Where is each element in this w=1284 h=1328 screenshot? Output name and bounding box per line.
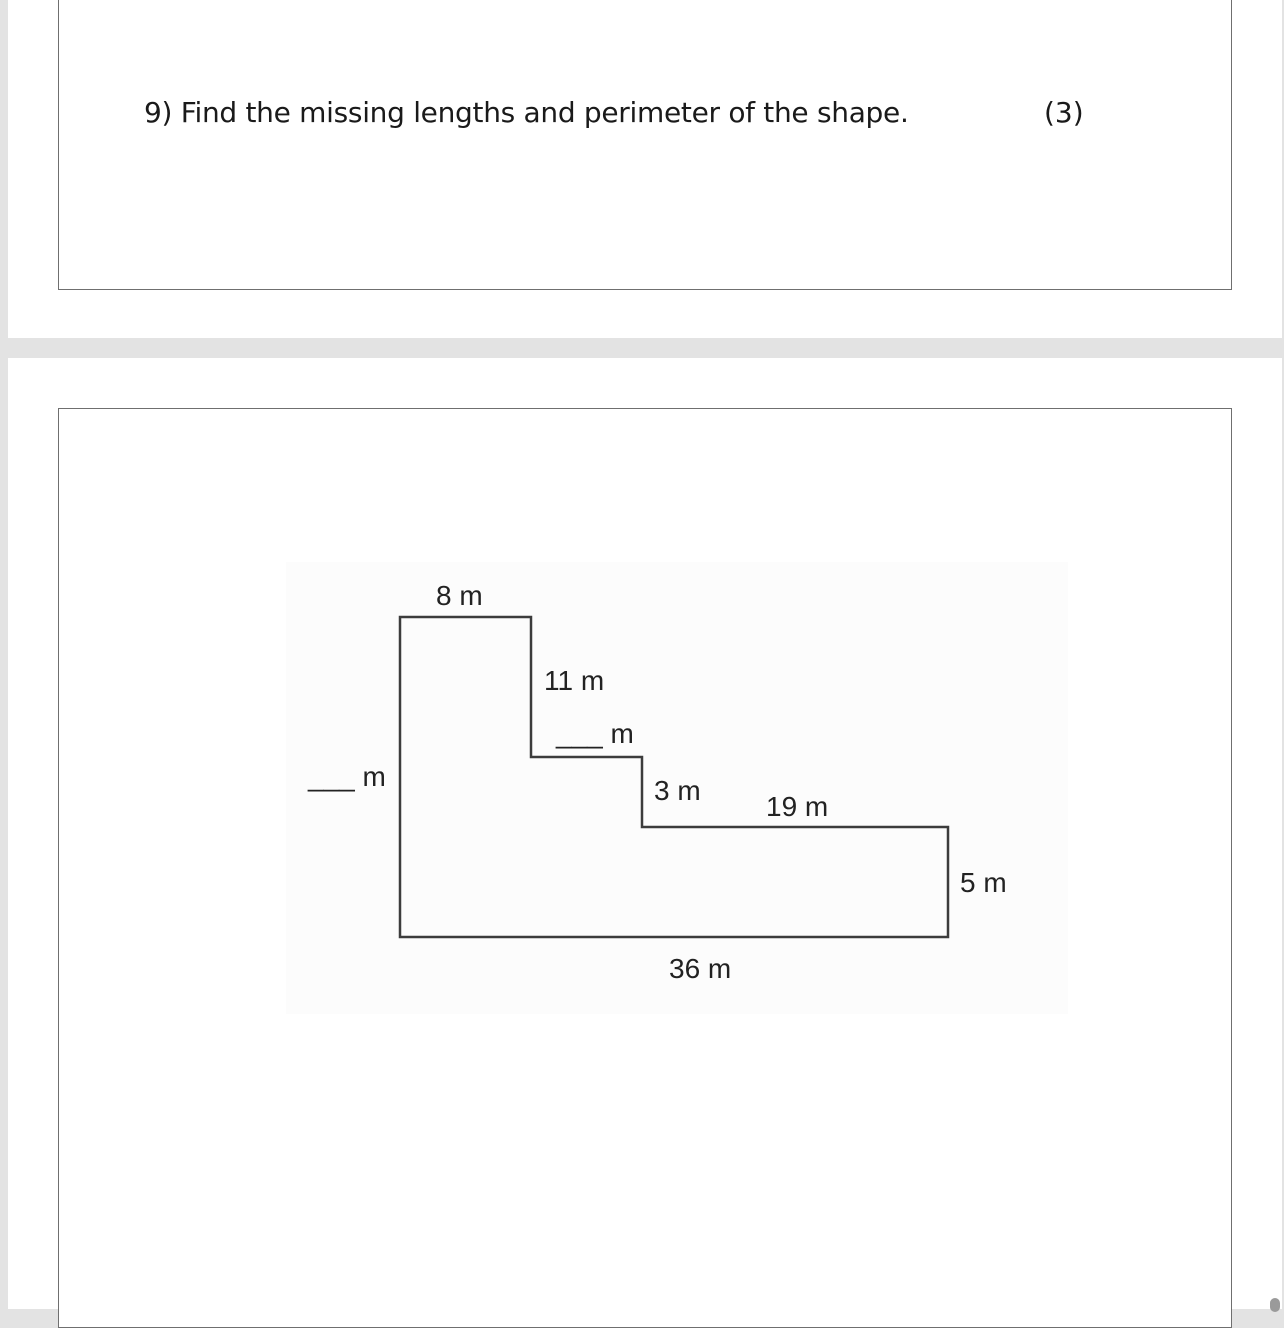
- label-right-top-19m: 19 m: [766, 791, 829, 822]
- label-step-3m: 3 m: [654, 775, 701, 806]
- label-inner-11m: 11 m: [544, 665, 605, 696]
- worksheet-page-1: [8, 0, 1282, 338]
- label-left-blank: ___ m: [308, 761, 386, 792]
- question-box: [58, 0, 1232, 290]
- scrollbar-thumb[interactable]: [1270, 1298, 1280, 1312]
- rectilinear-shape-diagram: [8, 358, 1282, 1309]
- question-marks: (3): [1044, 96, 1084, 129]
- label-step-blank: ___ m: [556, 718, 634, 749]
- label-top-8m: 8 m: [436, 580, 483, 611]
- question-text: 9) Find the missing lengths and perimeter of the shape.: [144, 96, 909, 129]
- label-right-side-5m: 5 m: [960, 867, 1007, 898]
- label-bottom-36m: 36 m: [669, 953, 732, 984]
- worksheet-page-2: [8, 358, 1282, 1309]
